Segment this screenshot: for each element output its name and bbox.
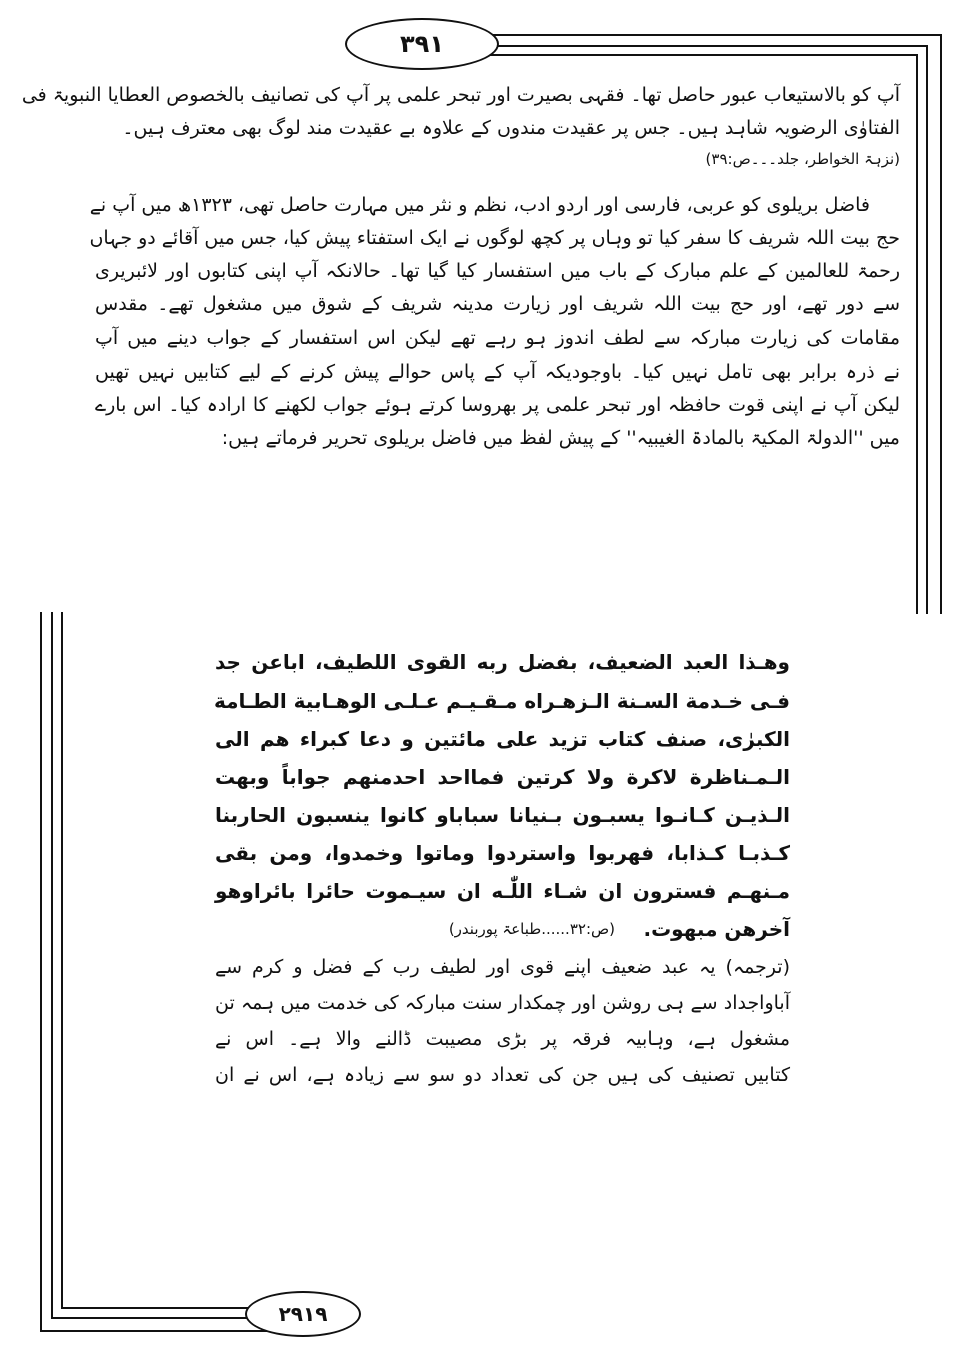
frame-line [40, 612, 42, 1332]
arabic-quote-line: الكبرٰى، صنف كتاب تزيد على مائتين و دعا كبراء هم الى [215, 727, 790, 751]
text-line: سے دور تھے، اور حج بیت اللہ شریف اور زیارت مدینہ شریف کے شوق میں مشغول تھے۔ مقدس [95, 293, 900, 315]
text-line: فاضل بریلوی کو عربی، فارسی اور اردو ادب، نظم و نثر میں مہارت حاصل تھی، ١٣٢٣ھ میں آپ نے [89, 194, 870, 216]
frame-line [926, 45, 928, 614]
frame-line [470, 45, 928, 47]
frame-line [470, 34, 942, 36]
arabic-quote-line: مـنهـم فسترون ان شـاء اللّٰـه ان سيـموت حائرا بائراوهو [215, 879, 790, 903]
text-line: حج بیت اللہ شریف کا سفر کیا تو وہاں پر کچھ لوگوں نے ایک استفتاء پیش کیا، جس میں آقائے دو جہاں [89, 227, 900, 249]
bottom-page-number: ٢٩١٩ [245, 1291, 361, 1337]
text-line: الفتاوٰی الرضویہ شاہد ہیں۔ جس پر عقیدت مندوں کے علاوہ بے عقیدت مند لوگ بھی معترف ہیں۔ [122, 117, 900, 139]
reference-citation: (نزہۃ الخواطر، جلد۔۔۔ص:٣٩) [705, 150, 900, 168]
arabic-quote-line: آخرهن مبهوت. [643, 917, 790, 941]
frame-line [51, 1317, 271, 1319]
arabic-quote-line: فـى خـدمة السـنة الـزهـراه مـقـيـم عـلـى الوهـابية الطـامة [213, 689, 790, 713]
arabic-quote-line: كـذبـا كـذابا، فهربوا واستردوا وماتوا وخمدوا، ومن بقى [215, 841, 790, 865]
top-page-number: ٣٩١ [345, 18, 499, 70]
text-line: آپ کو بالاستیعاب عبور حاصل تھا۔ فقہی بصیرت اور تبحر علمی پر آپ کی تصانیف بالخصوص العطایا النبویۃ فی [21, 84, 900, 106]
arabic-quote-line: الـمـناظرة لاكرة ولا كرتين فمااحد احدمنهم جواباً وبهت [215, 765, 790, 789]
frame-line [61, 1307, 271, 1309]
text-line: نے ذرہ برابر بھی تامل نہیں کیا۔ باوجودیکہ آپ کے پاس حوالے پیش کرنے کے لیے کتابیں نہیں تھیں [95, 361, 900, 383]
frame-line [61, 612, 63, 1308]
text-line: میں ''الدولۃ المکیۃ بالمادۃ الغیبیہ'' کے پیش لفظ میں فاضل بریلوی تحریر فرماتے ہیں: [221, 427, 900, 449]
text-line: مقامات کی زیارت مبارکہ سے لطف اندوز ہو رہے تھے لیکن اس استفسار کے جواب دینے میں آپ [95, 327, 900, 349]
translation-line: کتابیں تصنیف کی ہیں جن کی تعداد دو سو سے زیادہ ہے، اس نے ان [215, 1064, 790, 1086]
translation-line: آباواجداد سے ہی روشن اور چمکدار سنت مبارکہ کی خدمت میں ہمہ تن [215, 992, 790, 1014]
translation-line: مشغول ہے، وہابیہ فرقہ پر بڑی مصیبت ڈالنے والا ہے۔ اس نے [215, 1028, 790, 1050]
text-line: رحمۃ للعالمین کے علم مبارک کے باب میں استفسار کیا گیا تھا۔ حالانکہ آپ اپنی کتابوں اور لائبریری [95, 260, 900, 282]
arabic-quote-line: وهـذا العبد الضعيف، بفضل ربه القوى اللطيف، اباعن جد [215, 650, 790, 674]
translation-line: (ترجمہ) یہ عبد ضعیف اپنے قوی اور لطیف رب کے فضل و کرم سے [215, 956, 790, 978]
frame-line [916, 54, 918, 614]
frame-line [40, 1330, 270, 1332]
frame-line [940, 34, 942, 614]
reference-citation: (ص:٣٢......طباعۃ پوربندر) [448, 920, 615, 938]
arabic-quote-line: الـذيـن كـانـوا يسبـون بـنيانا سباباو كانوا ينسبون الحاربنا [215, 803, 790, 827]
frame-line [470, 54, 918, 56]
text-line: لیکن آپ نے اپنی قوت حافظہ اور تبحر علمی پر بھروسا کرتے ہوئے جواب لکھنے کا ارادہ کیا۔ اس بارے [95, 394, 900, 416]
frame-line [51, 612, 53, 1318]
